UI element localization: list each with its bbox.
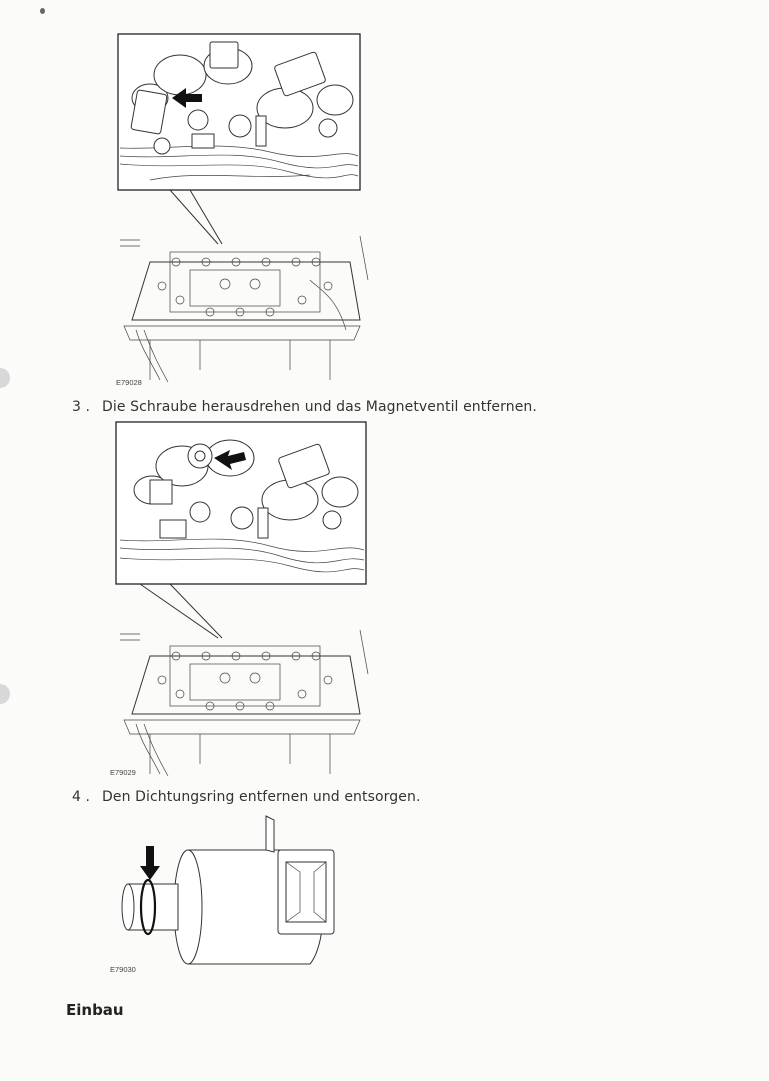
step-number: 4 . [72, 789, 91, 805]
figure-solenoid-valve-bolt [110, 420, 370, 780]
figure-seal-ring [110, 812, 350, 977]
punch-hole-icon [0, 684, 10, 704]
section-heading: Einbau [66, 1001, 124, 1019]
figure-solenoid-valve-location [110, 30, 370, 390]
step-text: Die Schraube herausdrehen und das Magnetventil entfernen. [102, 399, 537, 415]
punch-hole-icon [0, 368, 10, 388]
transmission-valve-body-drawing [120, 236, 368, 382]
step-4 [72, 789, 421, 805]
figure-code: E79030 [110, 965, 136, 974]
scan-speck [40, 8, 45, 14]
figure-code: E79029 [110, 768, 136, 777]
transmission-valve-body-drawing [120, 630, 368, 776]
step-number: 3 . [72, 399, 91, 415]
arrow-pointer-icon [140, 846, 160, 880]
step-text: Den Dichtungsring entfernen und entsorgen. [102, 789, 421, 805]
figure-code: E79028 [116, 378, 142, 387]
step-3 [72, 399, 537, 415]
